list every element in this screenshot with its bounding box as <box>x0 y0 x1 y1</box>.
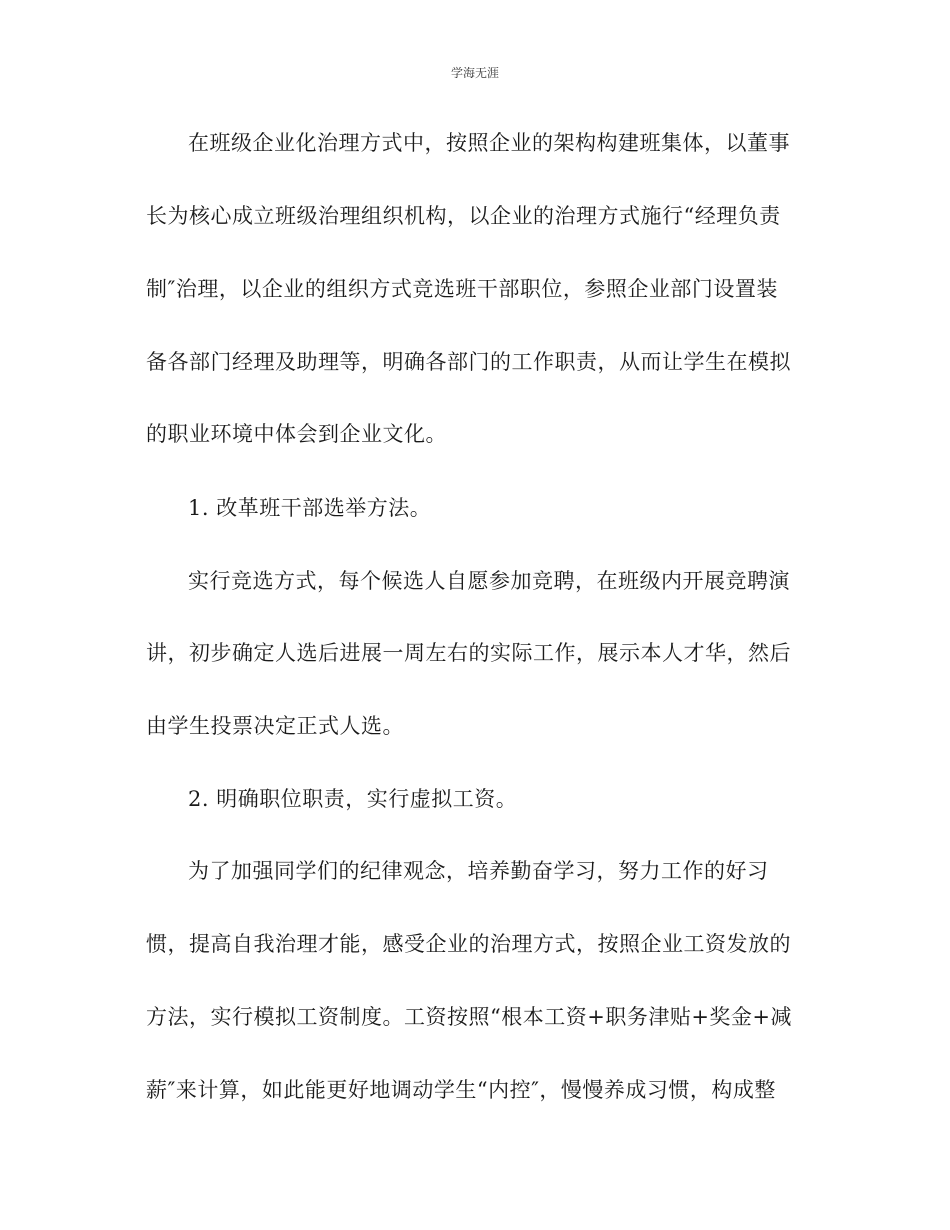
paragraph-line: 的职业环境中体会到企业文化。 <box>146 422 447 446</box>
section-heading: 2. 明确职位职责，实行虚拟工资。 <box>188 787 518 811</box>
paragraph-line: 在班级企业化治理方式中，按照企业的架构构建班集体，以董事 <box>188 131 790 155</box>
paragraph-line: 长为核心成立班级治理组织机构，以企业的治理方式施行“经理负责 <box>146 204 781 228</box>
paragraph-line: 惯，提高自我治理才能，感受企业的治理方式，按照企业工资发放的 <box>146 932 791 956</box>
paragraph-line: 制″治理，以企业的组织方式竞选班干部职位，参照企业部门设置装 <box>146 277 778 301</box>
paragraph-line: 为了加强同学们的纪律观念，培养勤奋学习，努力工作的好习 <box>188 859 769 883</box>
paragraph-line: 备各部门经理及助理等，明确各部门的工作职责，从而让学生在模拟 <box>146 350 791 374</box>
paragraph-line: 讲，初步确定人选后进展一周左右的实际工作，展示本人才华，然后 <box>146 641 791 665</box>
paragraph-line: 实行竞选方式，每个候选人自愿参加竞聘，在班级内开展竞聘演 <box>188 569 790 593</box>
page-header: 学海无涯 <box>450 66 499 80</box>
section-heading: 1. 改革班干部选举方法。 <box>188 496 432 520</box>
paragraph-line: 方法，实行模拟工资制度。工资按照“根本工资+职务津贴+奖金+减 <box>146 1005 793 1029</box>
paragraph-line: 薪″来计算，如此能更好地调动学生“内控″，慢慢养成习惯，构成整 <box>146 1078 776 1102</box>
paragraph-line: 由学生投票决定正式人选。 <box>146 714 404 738</box>
